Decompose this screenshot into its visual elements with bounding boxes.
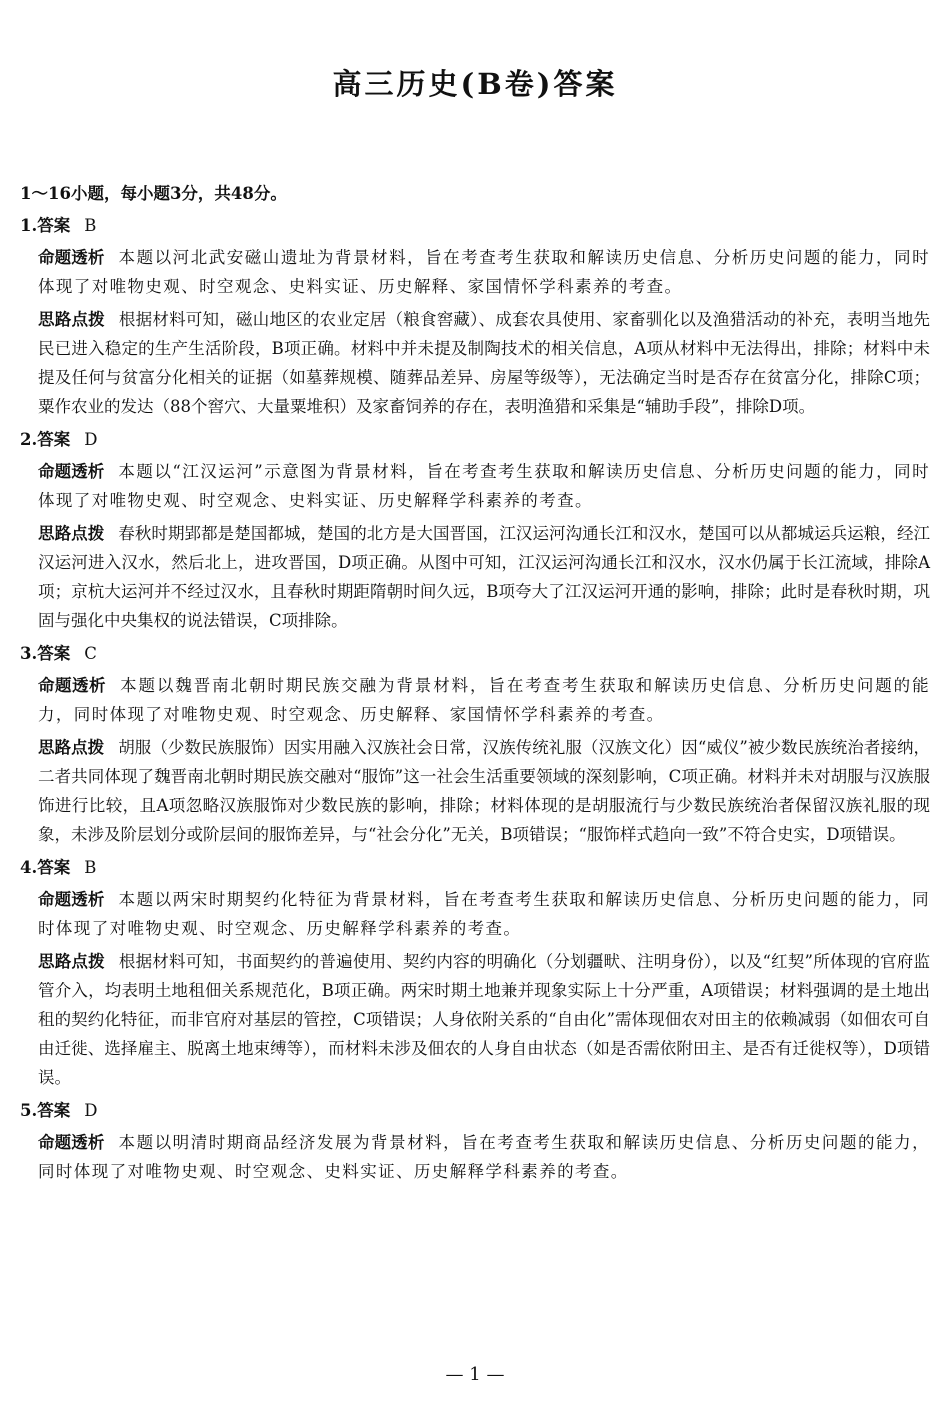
analysis-paragraph xyxy=(38,885,930,943)
analysis-paragraph xyxy=(38,243,930,301)
analysis-text: 本题以魏晋南北朝时期民族交融为背景材料，旨在考查考生获取和解读历史信息、分析历史问题的能力，同时体现了对唯物史观、时空观念、历史解释、家国情怀学科素养的考查。 xyxy=(38,676,930,724)
answer-choice: D xyxy=(84,430,98,449)
question-list xyxy=(20,211,930,1186)
answer-line xyxy=(20,425,930,454)
thinking-label: 思路点拨 xyxy=(38,524,105,543)
thinking-text: 春秋时期郢都是楚国都城，楚国的北方是大国晋国，江汉运河沟通长江和汉水，楚国可以从都城运兵运粮，经江汉运河进入汉水，然后北上，进攻晋国，D项正确。从图中可知，江汉运河沟通长江和汉水，汉水仍属于长江流域，排除A项；京杭大运河并不经过汉水，且春秋时期距隋朝时间久远，B项夸大了江汉运河开通的影响，排除；此时是春秋时期，巩固与强化中央集权的说法错误，C项排除。 xyxy=(38,524,931,630)
thinking-label: 思路点拨 xyxy=(38,738,105,757)
question-item xyxy=(20,1096,930,1186)
analysis-label: 命题透析 xyxy=(38,890,105,909)
question-item xyxy=(20,853,930,1092)
answer-line xyxy=(20,1096,930,1125)
question-item xyxy=(20,425,930,635)
question-item xyxy=(20,211,930,421)
thinking-paragraph xyxy=(38,305,930,421)
analysis-text: 本题以明清时期商品经济发展为背景材料，旨在考查考生获取和解读历史信息、分析历史问题的能力，同时体现了对唯物史观、时空观念、史料实证、历史解释学科素养的考查。 xyxy=(38,1133,931,1181)
thinking-paragraph xyxy=(38,733,930,849)
answer-line xyxy=(20,853,930,882)
thinking-paragraph xyxy=(38,519,930,635)
question-number: 4.答案 xyxy=(20,858,71,877)
analysis-paragraph xyxy=(38,1128,930,1186)
analysis-text: 本题以“江汉运河”示意图为背景材料，旨在考查考生获取和解读历史信息、分析历史问题的能力，同时体现了对唯物史观、时空观念、史料实证、历史解释学科素养的考查。 xyxy=(38,462,930,510)
analysis-paragraph xyxy=(38,671,930,729)
thinking-paragraph xyxy=(38,947,930,1092)
question-number: 1.答案 xyxy=(20,216,71,235)
thinking-label: 思路点拨 xyxy=(38,952,105,971)
answer-choice: B xyxy=(84,858,97,877)
analysis-text: 本题以两宋时期契约化特征为背景材料，旨在考查考生获取和解读历史信息、分析历史问题的能力，同时体现了对唯物史观、时空观念、历史解释学科素养的考查。 xyxy=(38,890,931,938)
answer-content xyxy=(20,179,930,1190)
analysis-paragraph xyxy=(38,457,930,515)
analysis-label: 命题透析 xyxy=(38,676,107,695)
thinking-text: 胡服（少数民族服饰）因实用融入汉族社会日常，汉族传统礼服（汉族文化）因“威仪”被少数民族统治者接纳，二者共同体现了魏晋南北朝时期民族交融对“服饰”这一社会生活重要领域的深刻影响，C项正确。材料并未对胡服与汉族服饰进行比较，且A项忽略汉族服饰对少数民族的影响，排除；材料体现的是胡服流行与少数民族统治者保留汉族礼服的现象，未涉及阶层划分或阶层间的服饰差异，与“社会分化”无关，B项错误；“服饰样式趋向一致”不符合史实，D项错误。 xyxy=(38,738,931,844)
question-item xyxy=(20,639,930,849)
answer-line xyxy=(20,639,930,668)
analysis-label: 命题透析 xyxy=(38,462,105,481)
answer-choice: D xyxy=(84,1101,98,1120)
page-number: — 1 — xyxy=(445,1364,505,1385)
analysis-label: 命题透析 xyxy=(38,248,105,267)
analysis-text: 本题以河北武安磁山遗址为背景材料，旨在考查考生获取和解读历史信息、分析历史问题的能力，同时体现了对唯物史观、时空观念、史料实证、历史解释、家国情怀学科素养的考查。 xyxy=(38,248,931,296)
question-number: 2.答案 xyxy=(20,430,71,449)
thinking-text: 根据材料可知，书面契约的普遍使用、契约内容的明确化（分划疆畎、注明身份），以及“红契”所体现的官府监管介入，均表明土地租佃关系规范化，B项正确。两宋时期土地兼并现象实际上十分严重，A项错误；材料强调的是土地出租的契约化特征，而非官府对基层的管控，C项错误；人身依附关系的“自由化”需体现佃农对田主的依赖减弱（如佃农可自由迁徙、选择雇主、脱离土地束缚等），而材料未涉及佃农的人身自由状态（如是否需依附田主、是否有迁徙权等），D项错误。 xyxy=(38,952,930,1087)
thinking-label: 思路点拨 xyxy=(38,310,105,329)
page-title: 高三历史(B卷)答案 xyxy=(332,67,618,101)
answer-choice: B xyxy=(84,216,97,235)
analysis-label: 命题透析 xyxy=(38,1133,105,1152)
question-number: 3.答案 xyxy=(20,644,71,663)
question-number: 5.答案 xyxy=(20,1101,71,1120)
section-intro: 1～16小题，每小题3分，共48分。 xyxy=(20,184,287,203)
thinking-text: 根据材料可知，磁山地区的农业定居（粮食窖藏）、成套农具使用、家畜驯化以及渔猎活动的补充，表明当地先民已进入稳定的生产生活阶段，B项正确。材料中并未提及制陶技术的相关信息，A项从材料中无法得出，排除；材料中未提及任何与贫富分化相关的证据（如墓葬规模、随葬品差异、房屋等级等），无法确定当时是否存在贫富分化，排除C项；粟作农业的发达（88个窖穴、大量粟堆积）及家畜饲养的存在，表明渔猎和采集是“辅助手段”，排除D项。 xyxy=(38,310,931,416)
answer-line xyxy=(20,211,930,240)
answer-choice: C xyxy=(84,644,97,663)
